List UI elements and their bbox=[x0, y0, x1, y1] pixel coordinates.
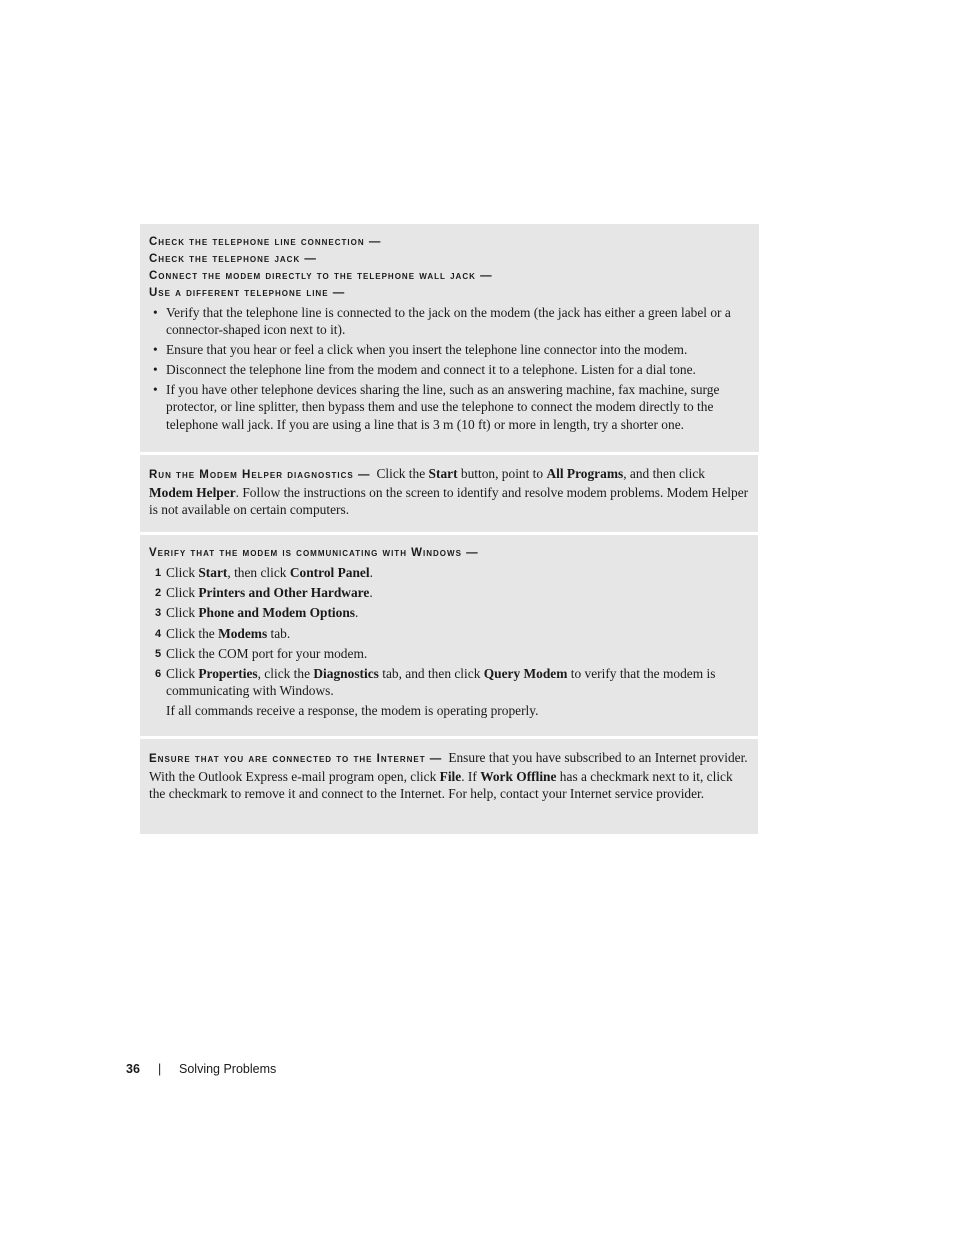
list-item bbox=[149, 584, 749, 601]
internet-connection-section bbox=[140, 739, 758, 834]
bullet-icon: • bbox=[153, 362, 158, 378]
ui-term: Properties bbox=[198, 666, 258, 682]
footer-separator: | bbox=[158, 1062, 162, 1076]
section-heading: Ensure that you are connected to the Internet — bbox=[149, 753, 443, 765]
telephone-line-section bbox=[140, 224, 759, 452]
section-heading: Check the telephone jack — bbox=[149, 253, 317, 265]
result-note: If all commands receive a response, the modem is operating properly. bbox=[166, 703, 539, 719]
list-item bbox=[149, 604, 749, 621]
list-item bbox=[149, 341, 750, 358]
ui-term: Modems bbox=[218, 625, 268, 641]
text: Click the COM port for your modem. bbox=[166, 645, 368, 661]
ui-term: Start bbox=[428, 466, 458, 481]
ui-term: Query Modem bbox=[483, 666, 568, 682]
bullet-icon: • bbox=[153, 305, 158, 320]
text: . bbox=[369, 585, 373, 601]
bullet-list bbox=[149, 304, 750, 433]
section-heading: Use a different telephone line — bbox=[149, 287, 346, 299]
ui-term: Control Panel bbox=[289, 565, 370, 580]
section-paragraph bbox=[149, 465, 749, 518]
text: has a checkmark next to it, click the checkmark to remove it and connect to the Internet. For help, contact your Internet service provider. bbox=[149, 769, 733, 802]
text: , and then click bbox=[623, 466, 706, 481]
bullet-icon: • bbox=[153, 382, 158, 398]
text: Ensure that you have subscribed to an Internet provider. With the Outlook Express e-mail program open, click bbox=[149, 750, 748, 784]
page-number: 36 bbox=[126, 1062, 140, 1076]
bullet-icon: • bbox=[153, 342, 158, 358]
text: to verify that the modem is communicating with Windows. bbox=[166, 666, 716, 699]
section-title: Solving Problems bbox=[179, 1062, 277, 1076]
text: Click bbox=[166, 585, 199, 601]
list-item bbox=[149, 304, 750, 338]
ui-term: Phone and Modem Options bbox=[198, 605, 355, 621]
list-item-text: If you have other telephone devices sharing the line, such as an answering machine, fax machine, surge protector, or line splitter, then bypass them and use the telephone to connect the modem directly to the telephone wall jack. If you are using a line that is 3 m (10 ft) or more in length, try a shorter one. bbox=[166, 382, 720, 432]
step-number: 4 bbox=[155, 627, 162, 640]
ui-term: Printers and Other Hardware bbox=[198, 585, 370, 601]
text: . If bbox=[461, 769, 481, 784]
text: , then click bbox=[227, 565, 290, 580]
verify-modem-section bbox=[140, 535, 758, 736]
ui-term: Modem Helper bbox=[149, 485, 236, 500]
section-paragraph bbox=[149, 749, 749, 802]
text: Click the bbox=[376, 466, 429, 481]
text: Click bbox=[166, 605, 199, 621]
text: . Follow the instructions on the screen to identify and resolve modem problems. Modem Helper is not available on certain computers. bbox=[149, 485, 749, 518]
text: . bbox=[354, 605, 359, 621]
text: Click the bbox=[166, 625, 219, 641]
section-heading: Connect the modem directly to the telephone wall jack — bbox=[149, 270, 493, 282]
modem-helper-section bbox=[140, 455, 758, 532]
section-heading: Check the telephone line connection — bbox=[149, 236, 382, 248]
text: , click the bbox=[257, 666, 314, 682]
ui-term: Start bbox=[198, 565, 228, 580]
text: Click bbox=[166, 666, 199, 682]
text: tab. bbox=[267, 625, 291, 641]
ui-term: Diagnostics bbox=[313, 666, 379, 682]
list-item bbox=[149, 361, 750, 378]
list-item bbox=[149, 645, 749, 662]
step-list bbox=[149, 564, 749, 699]
text: . bbox=[369, 565, 373, 580]
list-item-text: Disconnect the telephone line from the modem and connect it to a telephone. Listen for a dial tone. bbox=[166, 362, 696, 378]
ui-term: All Programs bbox=[546, 466, 624, 481]
step-number: 5 bbox=[155, 647, 162, 660]
step-number: 1 bbox=[155, 567, 162, 579]
text: tab, and then click bbox=[378, 666, 484, 682]
list-item bbox=[149, 381, 750, 433]
text: button, point to bbox=[457, 466, 547, 481]
list-item-text: Verify that the telephone line is connected to the jack on the modem (the jack has either a green label or a connector-shaped icon next to it). bbox=[166, 305, 731, 338]
ui-term: Work Offline bbox=[480, 769, 557, 784]
section-heading: Verify that the modem is communicating with Windows — bbox=[149, 547, 479, 559]
step-number: 3 bbox=[155, 607, 162, 620]
list-item-text: Ensure that you hear or feel a click when you insert the telephone line connector into the modem. bbox=[166, 342, 688, 358]
section-heading: Run the Modem Helper diagnostics — bbox=[149, 469, 371, 481]
ui-term: File bbox=[439, 769, 462, 784]
text: Click bbox=[166, 565, 199, 580]
list-item bbox=[149, 625, 749, 642]
list-item bbox=[149, 564, 749, 581]
step-number: 2 bbox=[155, 587, 162, 600]
list-item bbox=[149, 665, 749, 699]
step-number: 6 bbox=[155, 668, 162, 681]
